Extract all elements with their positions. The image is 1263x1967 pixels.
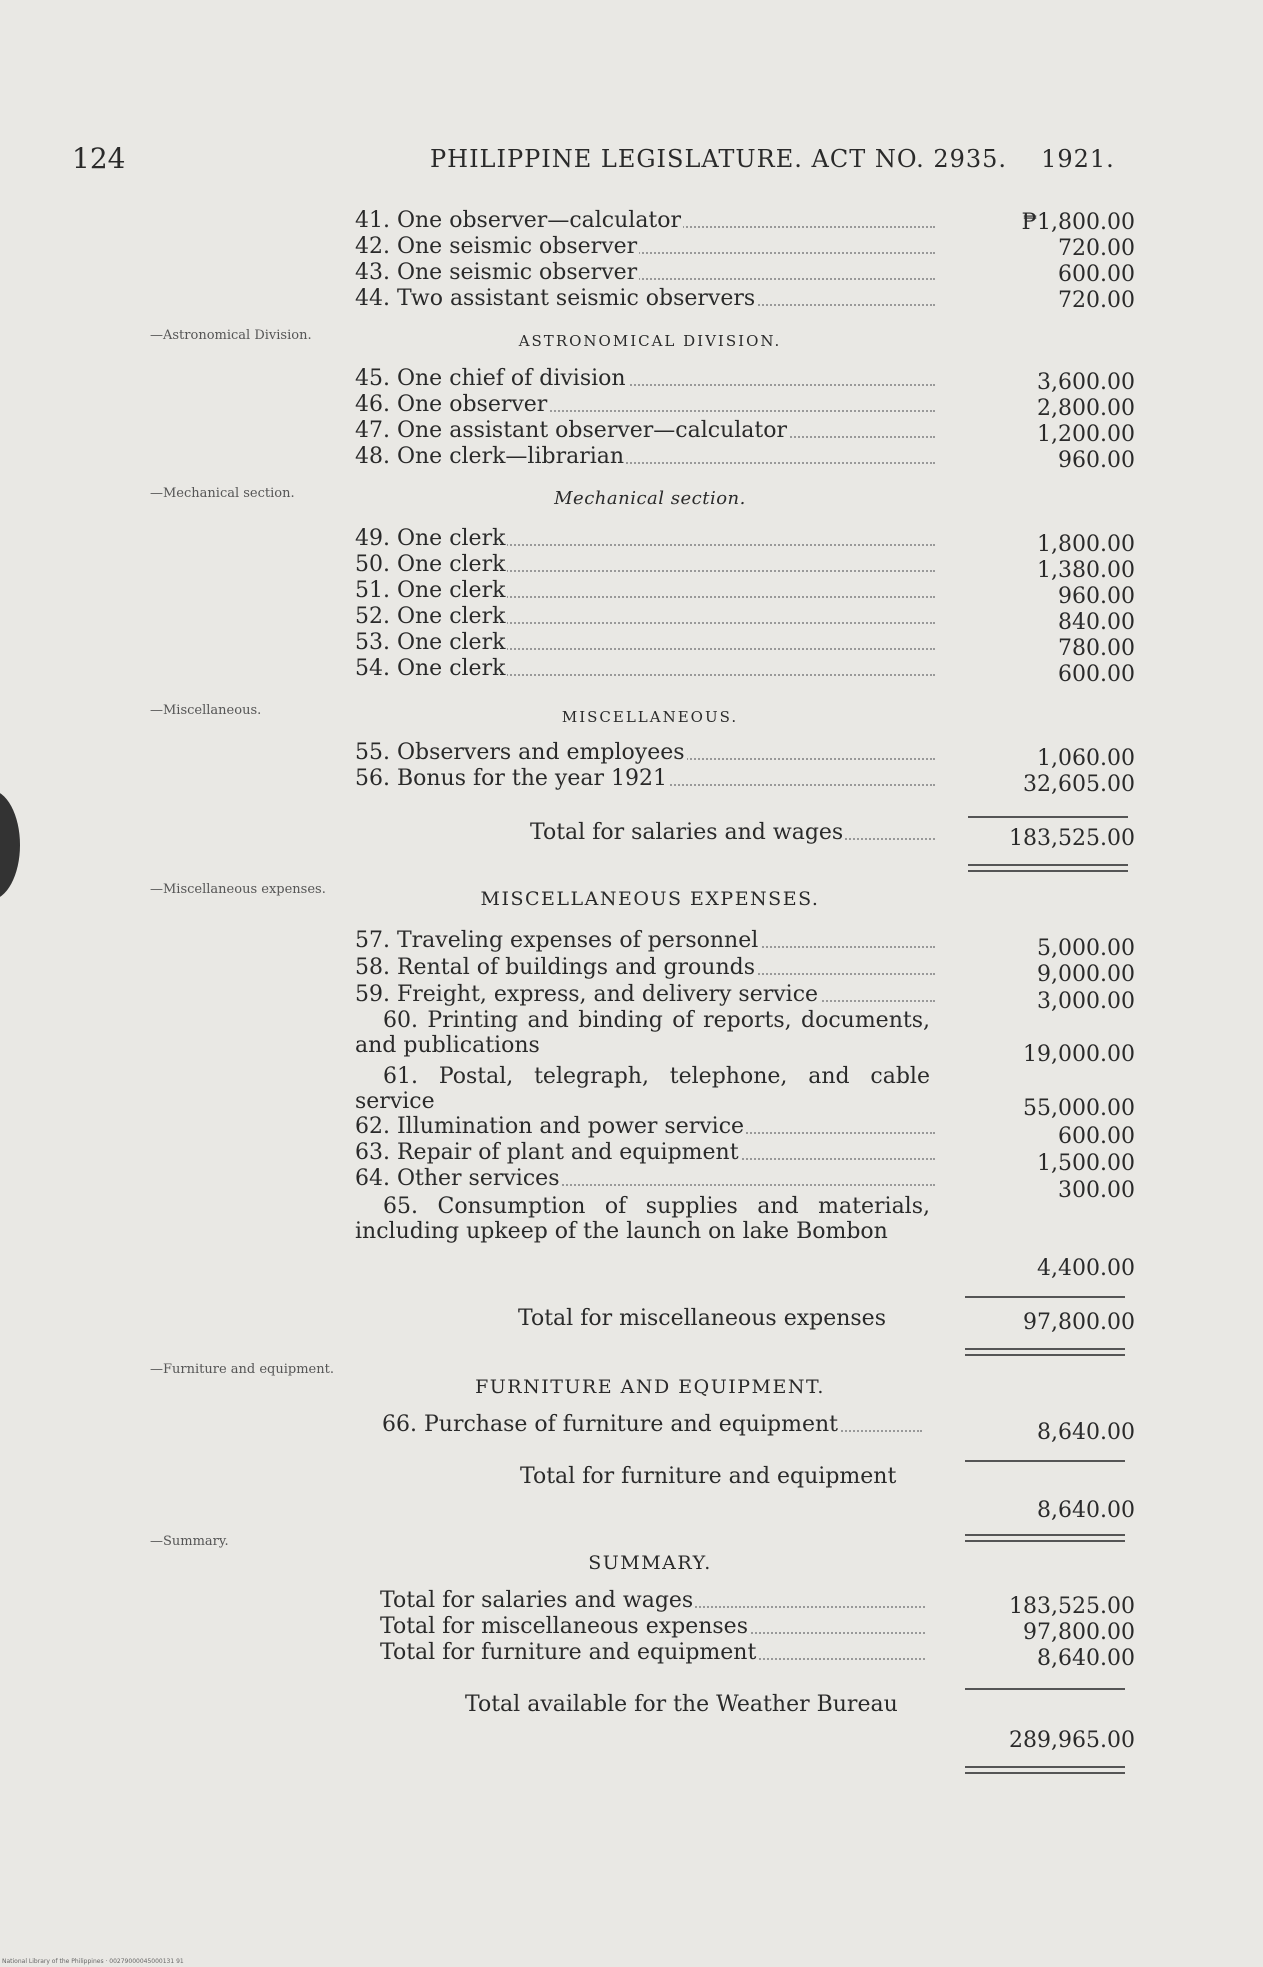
list-item: 51. One clerk bbox=[355, 578, 935, 604]
total-furniture-label: Total for furniture and equipment bbox=[520, 1464, 897, 1489]
list-item: 66. Purchase of furniture and equipment bbox=[382, 1412, 922, 1438]
summary-salaries: Total for salaries and wages bbox=[380, 1588, 925, 1614]
item-amount: 600.00 bbox=[1058, 262, 1135, 287]
item-amount: 32,605.00 bbox=[1023, 772, 1135, 797]
item-amount: 600.00 bbox=[1058, 662, 1135, 687]
list-item: 50. One clerk bbox=[355, 552, 935, 578]
summary-misc-amount: 97,800.00 bbox=[1023, 1620, 1135, 1645]
page-edge-shadow bbox=[0, 790, 20, 900]
summary-furniture: Total for furniture and equipment bbox=[380, 1640, 925, 1666]
item-amount: 720.00 bbox=[1058, 236, 1135, 261]
header-title: PHILIPPINE LEGISLATURE. ACT NO. 2935. bbox=[430, 145, 1008, 173]
item-amount: 1,800.00 bbox=[1037, 532, 1135, 557]
total-salaries: Total for salaries and wages bbox=[530, 820, 935, 846]
divider bbox=[965, 1688, 1125, 1690]
section-heading-mechanical: Mechanical section. bbox=[554, 488, 746, 509]
item-amount: 720.00 bbox=[1058, 288, 1135, 313]
item-amount: 55,000.00 bbox=[1023, 1096, 1135, 1121]
summary-furniture-amount: 8,640.00 bbox=[1037, 1646, 1135, 1671]
total-furniture-amount: 8,640.00 bbox=[1037, 1498, 1135, 1523]
list-item: 49. One clerk bbox=[355, 526, 935, 552]
list-item: 59. Freight, express, and delivery service bbox=[355, 982, 935, 1008]
list-item: 56. Bonus for the year 1921 bbox=[355, 766, 935, 792]
section-heading-miscellaneous: MISCELLANEOUS. bbox=[561, 708, 739, 726]
list-item: 64. Other services bbox=[355, 1166, 935, 1192]
item-amount: 1,380.00 bbox=[1037, 558, 1135, 583]
section-heading-furniture: FURNITURE AND EQUIPMENT. bbox=[475, 1376, 825, 1398]
list-item: 45. One chief of division bbox=[355, 366, 935, 392]
list-item-wrapped: 65. Consumption of supplies and materials, including upkeep of the launch on lake Bombon bbox=[355, 1194, 930, 1244]
item-amount: 960.00 bbox=[1058, 584, 1135, 609]
item-amount: 300.00 bbox=[1058, 1178, 1135, 1203]
list-item: 55. Observers and employees bbox=[355, 740, 935, 766]
list-item: 43. One seismic observer bbox=[355, 260, 935, 286]
margin-note-furniture: —Furniture and equipment. bbox=[150, 1362, 334, 1377]
list-item: 46. One observer bbox=[355, 392, 935, 418]
running-header bbox=[430, 145, 1115, 173]
margin-note-mechanical: —Mechanical section. bbox=[150, 486, 295, 501]
total-salaries-amount: 183,525.00 bbox=[1009, 826, 1135, 851]
item-amount: 5,000.00 bbox=[1037, 936, 1135, 961]
item-amount: 3,000.00 bbox=[1037, 989, 1135, 1014]
double-divider bbox=[968, 864, 1128, 872]
list-item-wrapped: 60. Printing and binding of reports, documents, and publications bbox=[355, 1008, 930, 1058]
divider bbox=[965, 1296, 1125, 1298]
item-amount: 19,000.00 bbox=[1023, 1042, 1135, 1067]
section-heading-astronomical: ASTRONOMICAL DIVISION. bbox=[518, 332, 782, 350]
list-item: 58. Rental of buildings and grounds bbox=[355, 955, 935, 981]
summary-grand-amount: 289,965.00 bbox=[1009, 1728, 1135, 1753]
section-heading-summary: SUMMARY. bbox=[588, 1552, 712, 1574]
margin-note-misc-expenses: —Miscellaneous expenses. bbox=[150, 882, 326, 897]
page-number: 124 bbox=[72, 142, 126, 175]
list-item: 54. One clerk bbox=[355, 656, 935, 682]
summary-grand-label: Total available for the Weather Bureau bbox=[465, 1692, 898, 1717]
section-heading-misc-expenses: MISCELLANEOUS EXPENSES. bbox=[480, 888, 820, 910]
item-amount: 1,500.00 bbox=[1037, 1151, 1135, 1176]
list-item: 47. One assistant observer—calculator bbox=[355, 418, 935, 444]
margin-note-astronomical: —Astronomical Division. bbox=[150, 328, 312, 343]
list-item: 57. Traveling expenses of personnel bbox=[355, 928, 935, 954]
summary-salaries-amount: 183,525.00 bbox=[1009, 1594, 1135, 1619]
list-item: 53. One clerk bbox=[355, 630, 935, 656]
list-item: 42. One seismic observer bbox=[355, 234, 935, 260]
item-amount: 2,800.00 bbox=[1037, 396, 1135, 421]
list-item-wrapped: 61. Postal, telegraph, telephone, and cable service bbox=[355, 1064, 930, 1114]
item-amount: 4,400.00 bbox=[1037, 1256, 1135, 1281]
margin-note-summary: —Summary. bbox=[150, 1534, 229, 1549]
item-amount: 1,060.00 bbox=[1037, 746, 1135, 771]
item-amount: 600.00 bbox=[1058, 1124, 1135, 1149]
double-divider bbox=[965, 1534, 1125, 1542]
item-amount: 3,600.00 bbox=[1037, 370, 1135, 395]
double-divider bbox=[965, 1766, 1125, 1774]
item-amount: 9,000.00 bbox=[1037, 962, 1135, 987]
scan-footer: National Library of the Philippines · 00279000045000131 91 bbox=[2, 1958, 184, 1965]
total-misc: Total for miscellaneous expenses bbox=[518, 1306, 886, 1331]
total-misc-amount: 97,800.00 bbox=[1023, 1310, 1135, 1335]
item-amount: 840.00 bbox=[1058, 610, 1135, 635]
list-item: 44. Two assistant seismic observers bbox=[355, 286, 935, 312]
list-item: 48. One clerk—librarian bbox=[355, 444, 935, 470]
header-year: 1921. bbox=[1041, 145, 1115, 173]
summary-misc: Total for miscellaneous expenses bbox=[380, 1614, 925, 1640]
item-amount: 8,640.00 bbox=[1037, 1420, 1135, 1445]
item-amount: 1,200.00 bbox=[1037, 422, 1135, 447]
item-amount: ₱1,800.00 bbox=[1021, 210, 1135, 235]
list-item: 62. Illumination and power service bbox=[355, 1114, 935, 1140]
item-amount: 780.00 bbox=[1058, 636, 1135, 661]
divider bbox=[965, 1460, 1125, 1462]
list-item: 63. Repair of plant and equipment bbox=[355, 1140, 935, 1166]
item-amount: 960.00 bbox=[1058, 448, 1135, 473]
divider bbox=[968, 816, 1128, 818]
list-item: 52. One clerk bbox=[355, 604, 935, 630]
list-item: 41. One observer—calculator bbox=[355, 208, 935, 234]
margin-note-miscellaneous: —Miscellaneous. bbox=[150, 703, 262, 718]
double-divider bbox=[965, 1348, 1125, 1356]
